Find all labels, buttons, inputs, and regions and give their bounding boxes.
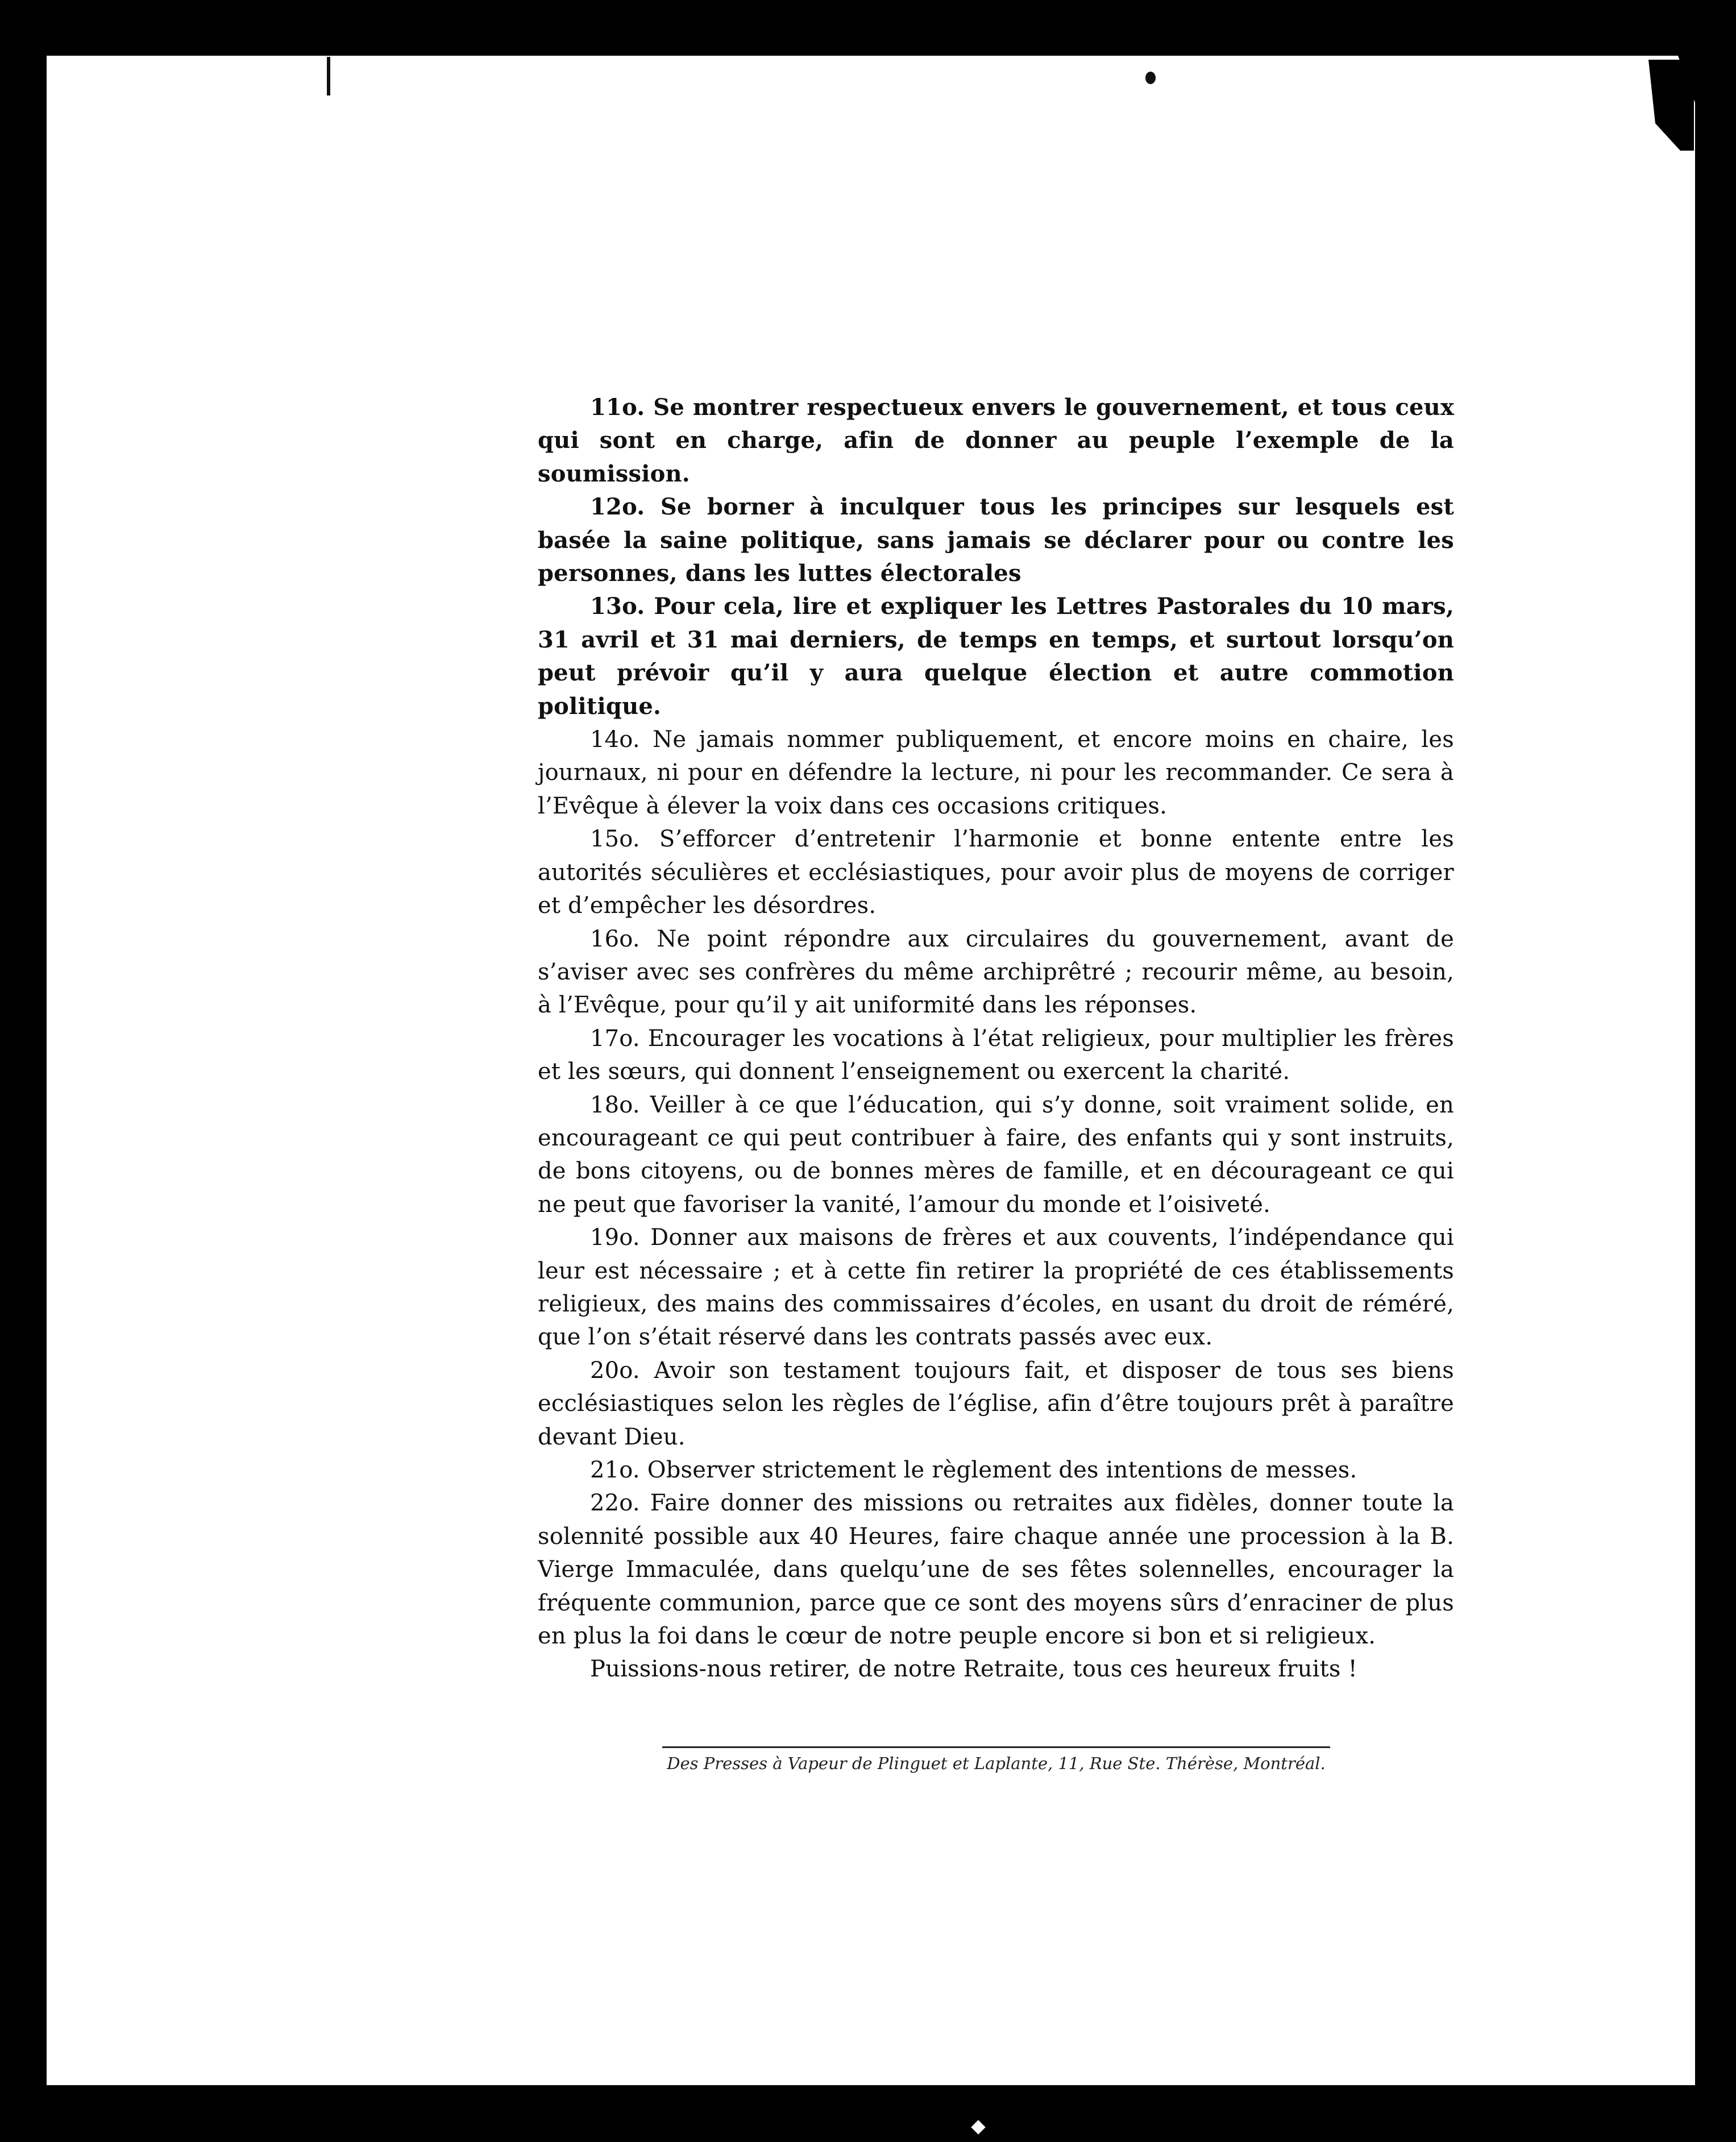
paragraph-21: 21o. Observer strictement le règlement des intentions de messes. bbox=[590, 1457, 1357, 1483]
paragraph-16: 16o. Ne point répondre aux circulaires du gouvernement, avant de s’aviser avec ses confrères du même archiprêtré ; recourir même, au besoin, à l’Evêque, pour qu’il y ait uniformité dans les réponses. bbox=[538, 925, 1454, 1019]
paragraph-11: 11o. Se montrer respectueux envers le gouvernement, et tous ceux qui sont en charge, afin de donner au peuple l’exemple de la soumission. bbox=[538, 394, 1454, 487]
printer-imprint: Des Presses à Vapeur de Plinguet et Laplante, 11, Rue Ste. Thérèse, Montréal. bbox=[667, 1754, 1326, 1773]
imprint-rule bbox=[662, 1746, 1330, 1748]
paragraph-20: 20o. Avoir son testament toujours fait, et disposer de tous ses biens ecclésiastiques selon les règles de l’église, afin d’être toujours prêt à paraître devant Dieu. bbox=[538, 1357, 1454, 1450]
closing-line: Puissions-nous retirer, de notre Retraite, tous ces heureux fruits ! bbox=[590, 1656, 1357, 1683]
paragraph-17: 17o. Encourager les vocations à l’état religieux, pour multiplier les frères et les sœurs, qui donnent l’enseignement ou exercent la charité. bbox=[538, 1025, 1454, 1085]
paragraph-18: 18o. Veiller à ce que l’éducation, qui s’y donne, soit vraiment solide, en encourageant ce qui peut contribuer à faire, des enfants qui y sont instruits, de bons citoyens, ou de bonnes mères de famille, et en décourageant ce qui ne peut que favoriser la vanité, l’amour du monde et l’oisiveté. bbox=[538, 1091, 1454, 1218]
ink-spot bbox=[1145, 72, 1156, 84]
scan-marker bbox=[971, 2120, 985, 2134]
paragraph-22: 22o. Faire donner des missions ou retraites aux fidèles, donner toute la solennité possible aux 40 Heures, faire chaque année une procession à la B. Vierge Immaculée, dans quelqu’une de ses fêtes solennelles, encourager la fréquente communion, parce que ce sont des moyens sûrs d’enraciner de plus en plus la foi dans le cœur de notre peuple encore si bon et si religieux. bbox=[538, 1490, 1454, 1650]
paragraph-15: 15o. S’efforcer d’entretenir l’harmonie et bonne entente entre les autorités séculières et ecclésiastiques, pour avoir plus de moyens de corriger et d’empêcher les désordres. bbox=[538, 826, 1454, 919]
paragraph-19: 19o. Donner aux maisons de frères et aux couvents, l’indépendance qui leur est nécessaire ; et à cette fin retirer la propriété de ces établissements religieux, des mains des commissaires d’écoles, en usant du droit de réméré, que l’on s’était réservé dans les contrats passés avec eux. bbox=[538, 1224, 1454, 1351]
paragraph-13: 13o. Pour cela, lire et expliquer les Lettres Pastorales du 10 mars, 31 avril et 31 mai derniers, de temps en temps, et surtout lorsqu’on peut prévoir qu’il y aura quelque élection et autre commotion politique. bbox=[538, 593, 1454, 720]
paragraph-14: 14o. Ne jamais nommer publiquement, et encore moins en chaire, les journaux, ni pour en défendre la lecture, ni pour les recommander. Ce sera à l’Evêque à élever la voix dans ces occasions critiques. bbox=[538, 727, 1454, 819]
document-body bbox=[538, 391, 1454, 1686]
paragraph-12: 12o. Se borner à inculquer tous les principes sur lesquels est basée la saine politique, sans jamais se déclarer pour ou contre les personnes, dans les luttes électorales bbox=[538, 493, 1454, 587]
margin-mark bbox=[327, 57, 330, 96]
